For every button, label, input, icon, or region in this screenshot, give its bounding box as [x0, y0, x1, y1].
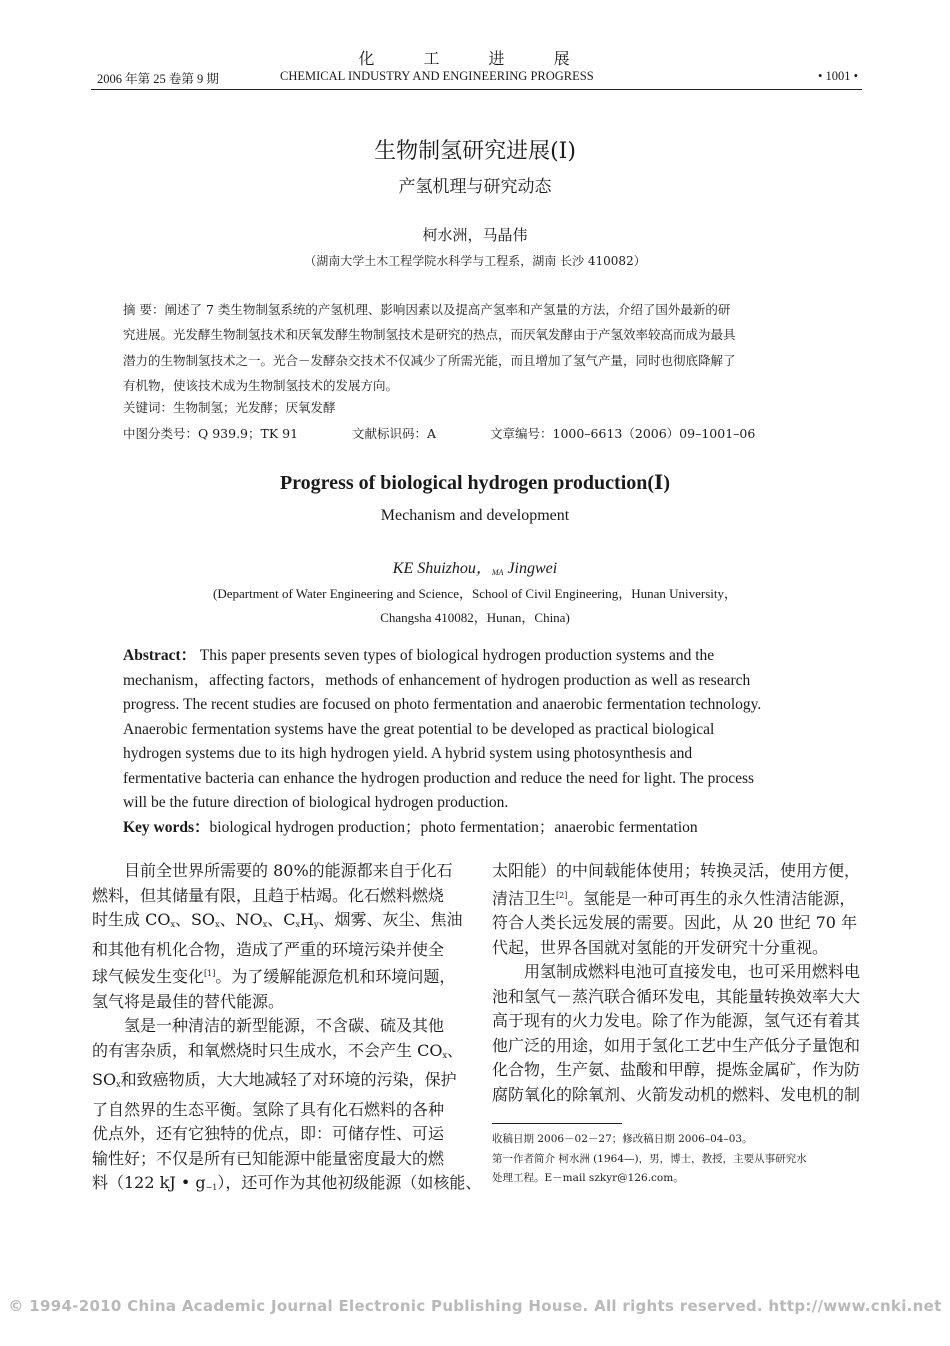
- article-number: 文章编号：1000–6613（2006）09–1001–06: [490, 426, 756, 441]
- body-line: 燃料，但其储量有限，且趋于枯竭。化石燃料燃烧: [92, 885, 445, 905]
- body-line: $SO_x$和致癌物质，大大地减轻了对环境的污染，保护: [92, 1070, 457, 1089]
- affiliation-en-line-2: Changsha 410082，Hunan，China): [380, 610, 570, 625]
- header-rule: [91, 89, 862, 90]
- authors-en: [0, 555, 950, 578]
- abstract-en-line: Anaerobic fermentation systems have the great potential to be developed as practical biological: [123, 720, 715, 738]
- body-line: 腐防氧化的除氧剂、火箭发动机的燃料、发电机的制: [492, 1084, 861, 1104]
- body-column-left: [92, 859, 482, 1201]
- keywords-en-label: Key words：: [123, 818, 210, 836]
- body-line: 氢气将是最佳的替代能源。: [92, 991, 285, 1011]
- keywords-cn: 关键词：生物制氢；光发酵；厌氧发酵: [123, 400, 336, 415]
- class-code: 中图分类号：Q 939.9；TK 91: [123, 426, 299, 441]
- abstract-label: Abstract：: [123, 647, 197, 664]
- abstract-cn-line: 有机物，使该技术成为生物制氢技术的发展方向。: [123, 378, 399, 394]
- body-line: 的有害杂质，和氧燃烧时只生成水，不会产生 $CO_x$、: [92, 1040, 463, 1060]
- document-code: 文献标识码：A: [352, 426, 437, 441]
- paper-title-cn: 生物制氢研究进展(Ⅰ): [374, 139, 576, 164]
- paper-subtitle-en: Mechanism and development: [380, 507, 570, 524]
- body-line: 球气候发生变化[1]。为了缓解能源危机和环境问题，: [92, 967, 456, 986]
- author-1: KE Shuizhou，: [392, 560, 492, 577]
- body-line: 高于现有的火力发电。除了作为能源，氢气还有着其: [492, 1011, 861, 1030]
- paper-title-en: Progress of biological hydrogen production(Ⅰ): [279, 472, 671, 494]
- author-2-initials: MA: [491, 568, 504, 577]
- body-line: 了自然界的生态平衡。氢除了具有化石燃料的各种: [92, 1099, 445, 1119]
- author-2: Jingwei: [503, 560, 558, 577]
- affiliation-cn: （湖南大学土木工程学院水科学与工程系，湖南 长沙 410082）: [304, 254, 646, 268]
- abstract-en-line: will be the future direction of biological hydrogen production.: [123, 794, 509, 811]
- abstract-en: [123, 644, 838, 840]
- body-line: 池和氢气－蒸汽联合循环发电，其能量转换效率大大: [492, 986, 861, 1006]
- body-line: 化合物，生产氨、盐酸和甲醇，提炼金属矿，作为防: [492, 1060, 861, 1079]
- body-line: 符合人类长远发展的需要。因此，从 20 世纪 70 年: [492, 913, 858, 932]
- abstract-cn-line: 究进展。光发酵生物制氢技术和厌氧发酵生物制氢技术是研究的热点，而厌氧发酵由于产氢效率较高而成为最具: [123, 327, 736, 343]
- citation-ref: [2]: [556, 890, 568, 900]
- affiliation-en-line-1: (Department of Water Engineering and Science，School of Civil Engineering，Hunan University，: [213, 586, 737, 601]
- body-line: 优点外，还有它独特的优点，即：可储存性、可运: [92, 1124, 445, 1143]
- body-line: 代起，世界各国就对氢能的开发研究十分重视。: [492, 937, 829, 957]
- keywords-en: biological hydrogen production；photo fermentation；anaerobic fermentation: [209, 818, 698, 836]
- abstract-en-line: fermentative bacteria can enhance the hydrogen production and reduce the need for light. The process: [123, 769, 755, 787]
- body-column-right: [492, 859, 892, 1107]
- body-line: 用氢制成燃料电池可直接发电，也可采用燃料电: [492, 962, 861, 981]
- body-line: 料（122 kJ • $g_{-1}$），还可作为其他初级能源（如核能、: [92, 1173, 482, 1192]
- body-line: 他广泛的用途，如用于氢化工艺中生产低分子量饱和: [492, 1035, 861, 1055]
- body-line: 目前全世界所需要的 80%的能源都来自于化石: [92, 861, 453, 880]
- body-line: 时生成 $CO_x$、$SO_x$、$NO_x$、$C_xH_y$、烟雾、灰尘、焦油: [92, 910, 463, 929]
- journal-title-cn: 化 工 进 展: [358, 49, 592, 68]
- footnote-author-info-cont: 处理工程。E－mail szkyr@126.com。: [492, 1172, 684, 1184]
- abstract-en-line: mechanism，affecting factors，methods of enhancement of hydrogen production as well as research: [123, 671, 751, 689]
- footnote-author-info: 第一作者简介 柯水洲 (1964—)，男，博士，教授，主要从事研究水: [492, 1153, 807, 1165]
- footnote-received: 收稿日期 2006－02－27；修改稿日期 2006–04–03。: [492, 1133, 753, 1145]
- abstract-cn-line: 摘 要：阐述了 7 类生物制氢系统的产氢机理、影响因素以及提高产氢率和产氢量的方法，介绍了国外最新的研: [123, 302, 731, 317]
- body-line: 氢是一种清洁的新型能源，不含碳、硫及其他: [92, 1016, 445, 1035]
- footnote-rule: [492, 1123, 622, 1124]
- abstract-en-line: progress. The recent studies are focused on photo fermentation and anaerobic fermentation technology.: [123, 696, 762, 713]
- abstract-cn: [123, 297, 835, 399]
- body-line: 和其他有机化合物，造成了严重的环境污染并使全: [92, 939, 445, 959]
- abstract-cn-line: 潜力的生物制氢技术之一。光合－发酵杂交技术不仅减少了所需光能，而且增加了氢气产量，同时也彻底降解了: [123, 352, 736, 368]
- issue-info: 2006 年第 25 卷第 9 期: [97, 72, 219, 86]
- body-line: 清洁卫生[2]。氢能是一种可再生的永久性清洁能源，: [492, 888, 856, 908]
- journal-title-en: CHEMICAL INDUSTRY AND ENGINEERING PROGRESS: [280, 69, 594, 83]
- body-line: 太阳能）的中间载能体使用；转换灵活，使用方便，: [492, 861, 861, 880]
- copyright-watermark: © 1994-2010 China Academic Journal Electronic Publishing House. All rights reserved. http://www.cnki.net: [8, 1297, 942, 1315]
- page-number: • 1001 •: [817, 69, 858, 83]
- paper-subtitle-cn: 产氢机理与研究动态: [398, 177, 552, 197]
- body-line: 输性好；不仅是所有已知能源中能量密度最大的燃: [92, 1148, 445, 1168]
- abstract-en-line: This paper presents seven types of biological hydrogen production systems and the: [196, 647, 715, 664]
- authors-cn: 柯水洲，马晶伟: [422, 226, 528, 244]
- abstract-en-line: hydrogen systems due to its high hydrogen yield. A hybrid system using photosynthesis and: [123, 745, 693, 762]
- citation-ref: [1]: [204, 969, 216, 978]
